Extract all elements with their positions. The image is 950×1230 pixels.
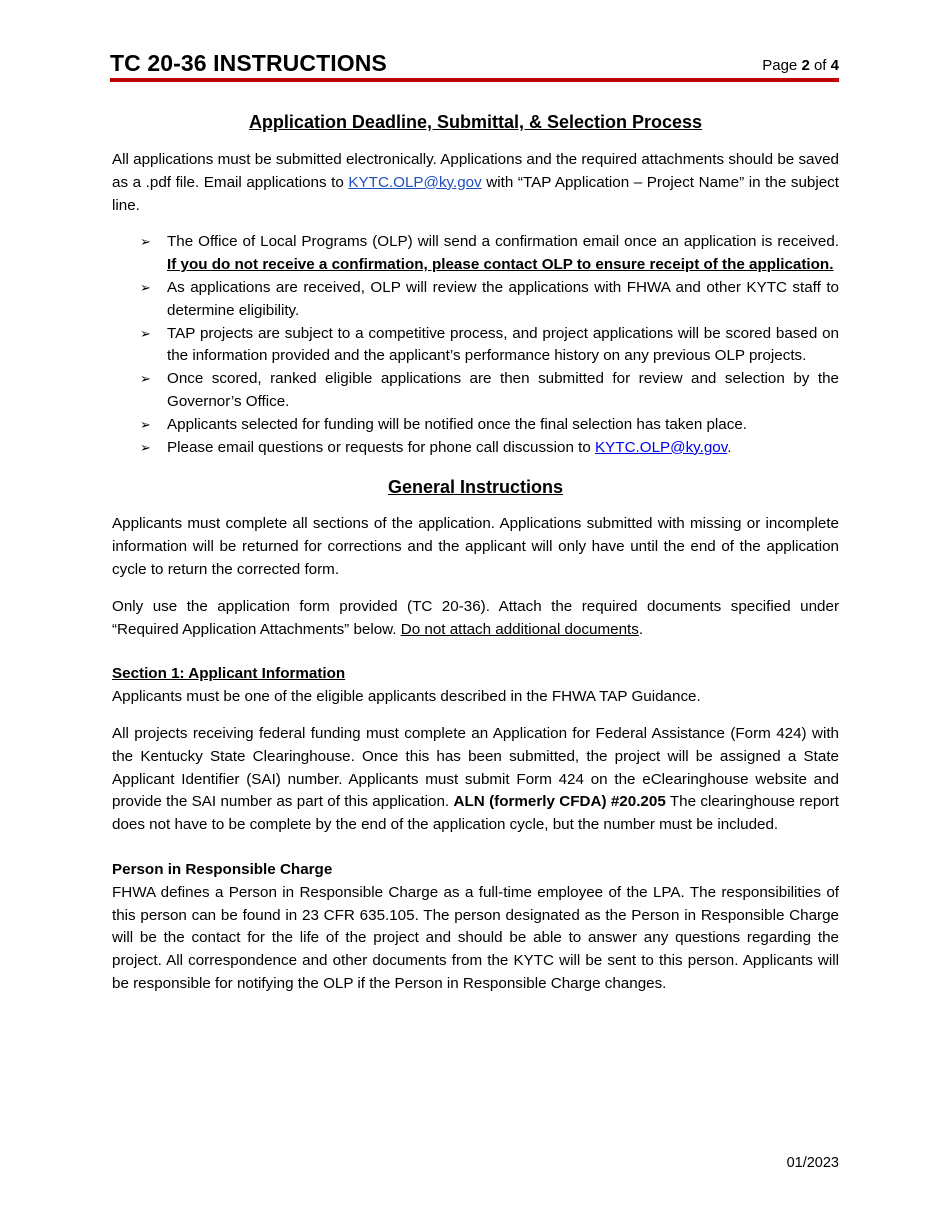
page-current: 2 (801, 57, 810, 74)
list-item (140, 368, 839, 414)
list-item-text: Once scored, ranked eligible applications are then submitted for review and selection by the Governor’s Office. (167, 370, 839, 410)
page-total: 4 (830, 57, 839, 74)
list-item (140, 277, 839, 323)
page-header (110, 48, 839, 82)
document-title: TC 20-36 INSTRUCTIONS (110, 50, 387, 76)
general-para-2 (112, 596, 839, 642)
deadline-intro-text: All applications must be submitted electronically. Applications and the required attachments should be saved as a .pdf file. Email applications to (112, 151, 839, 191)
arrow-bullet-icon: ➢ (140, 279, 151, 295)
list-item-text: As applications are received, OLP will review the applications with FHWA and other KYTC staff to determine eligibility. (167, 278, 839, 319)
prc-heading: Person in Responsible Charge (112, 860, 333, 878)
page-label: Page (762, 57, 798, 74)
section1-para-end: The clearinghouse report does not have to be complete by the end of the application cycle, but the number must be included. (112, 793, 839, 834)
list-item (140, 414, 839, 437)
deadline-intro-text-end: with “TAP Application – Project Name” in the subject line. (112, 173, 839, 214)
list-item-text: Please email questions or requests for phone call discussion to (167, 438, 596, 456)
deadline-intro (112, 149, 839, 217)
list-item-text-end: . (727, 438, 732, 456)
confirmation-warning: If you do not receive a confirmation, please contact OLP to ensure receipt of the application. (167, 256, 834, 274)
section1-para (112, 723, 839, 837)
deadline-heading: Application Deadline, Submittal, & Selection Process (248, 112, 703, 132)
list-item-text: Applicants selected for funding will be notified once the final selection has taken place. (167, 415, 748, 433)
list-item (140, 231, 839, 277)
arrow-bullet-icon: ➢ (140, 371, 151, 387)
olp-email-link-2[interactable]: KYTC.OLP@ky.gov (595, 438, 728, 456)
arrow-bullet-icon: ➢ (140, 439, 151, 455)
general-heading: General Instructions (387, 477, 564, 498)
olp-email-link[interactable]: KYTC.OLP@ky.gov (348, 173, 482, 191)
footer-date: 01/2023 (786, 1155, 839, 1171)
list-item-text: TAP projects are subject to a competitive process, and project applications will be scored based on the information provided and the applicant’s performance history on any previous OLP projects. (167, 324, 839, 365)
arrow-bullet-icon: ➢ (140, 234, 151, 250)
general-para-2-text: Only use the application form provided (TC 20-36). Attach the required documents specified under “Required Application Attachments” below. (112, 597, 839, 638)
arrow-bullet-icon: ➢ (140, 416, 151, 432)
list-item (140, 323, 839, 369)
section1-para-text: All projects receiving federal funding must complete an Application for Federal Assistance (Form 424) with the Kentucky State Clearinghouse. Once this has been submitted, the project will be assigned a State Applicant Identifier (SAI) number. Applicants must submit Form 424 on the eClearinghouse website and provide the SAI number as part of this application. (112, 724, 839, 811)
aln-number: ALN (formerly CFDA) #20.205 (453, 793, 666, 811)
section1-heading: Section 1: Applicant Information (112, 665, 346, 683)
header-rule (110, 78, 839, 82)
list-item (140, 437, 839, 460)
arrow-bullet-icon: ➢ (140, 325, 151, 341)
general-para-2-end: . (638, 620, 644, 638)
process-list (112, 231, 839, 459)
prc-text: FHWA defines a Person in Responsible Charge as a full-time employee of the LPA. The responsibilities of this person can be found in 23 CFR 635.105. The person designated as the Person in Responsible Charge will be the contact for the life of the project and should be able to answer any questions regarding the project. All correspondence and other documents from the KYTC will be sent to this person. Applicants will be responsible for notifying the OLP if the Person in Responsible Charge changes. (112, 883, 839, 992)
page-of: of (813, 57, 827, 74)
list-item-text: The Office of Local Programs (OLP) will send a confirmation email once an application is received. (167, 233, 839, 251)
general-para-1: Applicants must complete all sections of the application. Applications submitted with missing or incomplete information will be returned for corrections and the applicant will only have until the end of the application cycle to return the corrected form. (112, 515, 839, 578)
page-number (762, 56, 839, 76)
document-body (112, 108, 839, 1010)
section1-line: Applicants must be one of the eligible applicants described in the FHWA TAP Guidance. (112, 688, 701, 706)
no-attachments-note: Do not attach additional documents (400, 620, 639, 638)
